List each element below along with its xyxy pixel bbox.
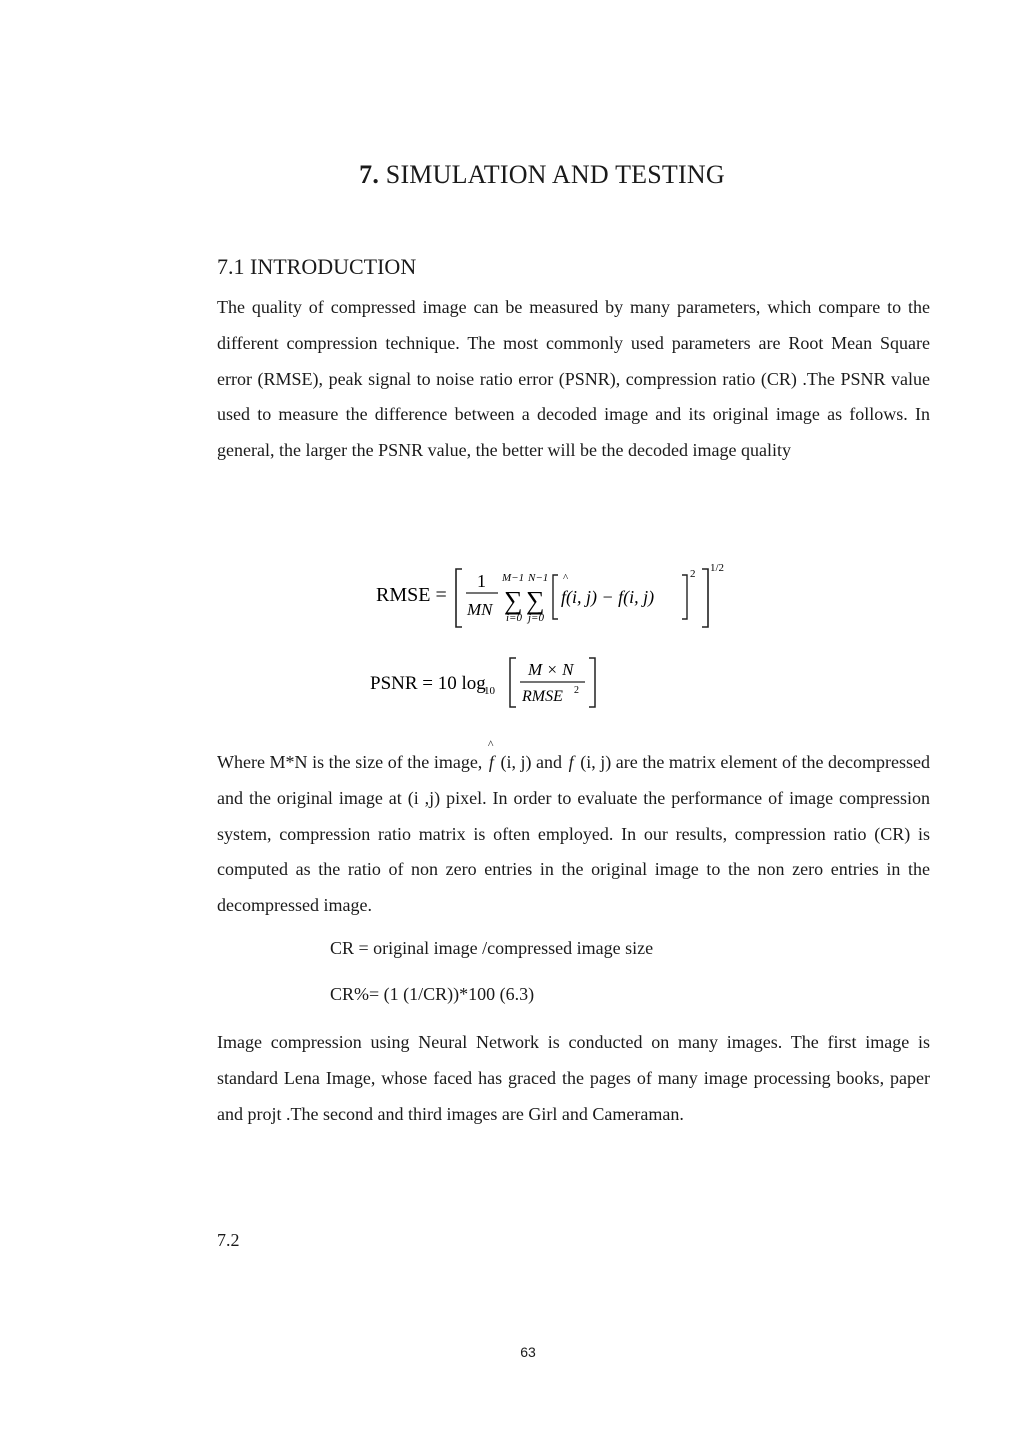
paragraph2-mid2: (i, j) are the matrix element of the decompressed and the original image at (i ,j) pixel. In order to evaluate the performance of image compression system, compression ratio matrix is often employed. In our results, compression ratio (CR) is computed as the ratio of non zero entries in the original image to the non zero entries in the decompressed image. xyxy=(217,752,931,916)
psnr-right-bracket xyxy=(589,658,595,707)
paragraph2-mid1: (i, j) and xyxy=(500,752,563,772)
sum2-lower: j=0 xyxy=(528,612,544,624)
rmse-inner-left-bracket xyxy=(553,575,558,619)
psnr-numerator: M × N xyxy=(528,660,574,679)
section-heading: 7.1 INTRODUCTION xyxy=(217,254,417,279)
chapter-title xyxy=(60,160,1024,190)
rmse-fraction-numerator: 1 xyxy=(477,571,486,591)
f-symbol: f xyxy=(568,752,574,772)
rmse-fraction-denominator: MN xyxy=(467,600,493,619)
rmse-right-bracket xyxy=(702,569,708,627)
rmse-square: 2 xyxy=(690,568,696,580)
sum1-lower: i=0 xyxy=(506,612,522,624)
paragraph-intro: The quality of compressed image can be measured by many parameters, which compare to the different compression technique. The most commonly used parameters are Root Mean Square error (RMSE), peak signal to noise ratio error (PSNR), compression ratio (CR) .The PSNR value used to measure the difference between a decoded image and its original image as follows. In general, the larger the PSNR value, the better will be the decoded image quality xyxy=(217,297,930,461)
equation-cr-percent: CR%= (1 (1/CR))*100 (6.3) xyxy=(330,984,535,1004)
equation-cr: CR = original image /compressed image size xyxy=(330,938,654,958)
chapter-number: 7. xyxy=(359,160,380,189)
psnr-den-power: 2 xyxy=(574,685,579,696)
sum2-symbol: ∑ xyxy=(526,586,545,615)
formula-svg xyxy=(370,555,750,715)
rmse-lhs: RMSE = xyxy=(376,584,447,606)
psnr-subscript: 10 xyxy=(484,685,495,697)
rmse-inner-right-bracket xyxy=(682,575,687,619)
hat-mark: ^ xyxy=(487,737,494,751)
psnr-left-bracket xyxy=(510,658,516,707)
chapter-title-text: SIMULATION AND TESTING xyxy=(385,160,725,189)
rmse-exponent: 1/2 xyxy=(710,562,725,574)
rmse-hat: ^ xyxy=(563,572,569,584)
rmse-left-bracket xyxy=(456,569,462,627)
sum1-upper: M−1 xyxy=(502,572,525,584)
paragraph2-start: Where M*N is the size of the image, xyxy=(217,752,483,772)
paragraph-definitions xyxy=(217,737,931,924)
page-number: 63 xyxy=(520,1344,536,1360)
sum2-upper: N−1 xyxy=(528,572,549,584)
sum1-symbol: ∑ xyxy=(504,586,523,615)
subsection-number: 7.2 xyxy=(217,1230,240,1250)
formula-block xyxy=(370,555,750,715)
psnr-lhs: PSNR = 10 log xyxy=(370,673,486,694)
rmse-body: f(i, j) − f(i, j) xyxy=(561,587,655,607)
paragraph-images: Image compression using Neural Network is conducted on many images. The first image is standard Lena Image, whose faced has graced the pages of many image processing books, paper and projt .The second and third images are Girl and Cameraman. xyxy=(217,1032,930,1124)
psnr-denominator: RMSE xyxy=(522,688,563,705)
f-hat-symbol: ^ f xyxy=(487,745,496,781)
